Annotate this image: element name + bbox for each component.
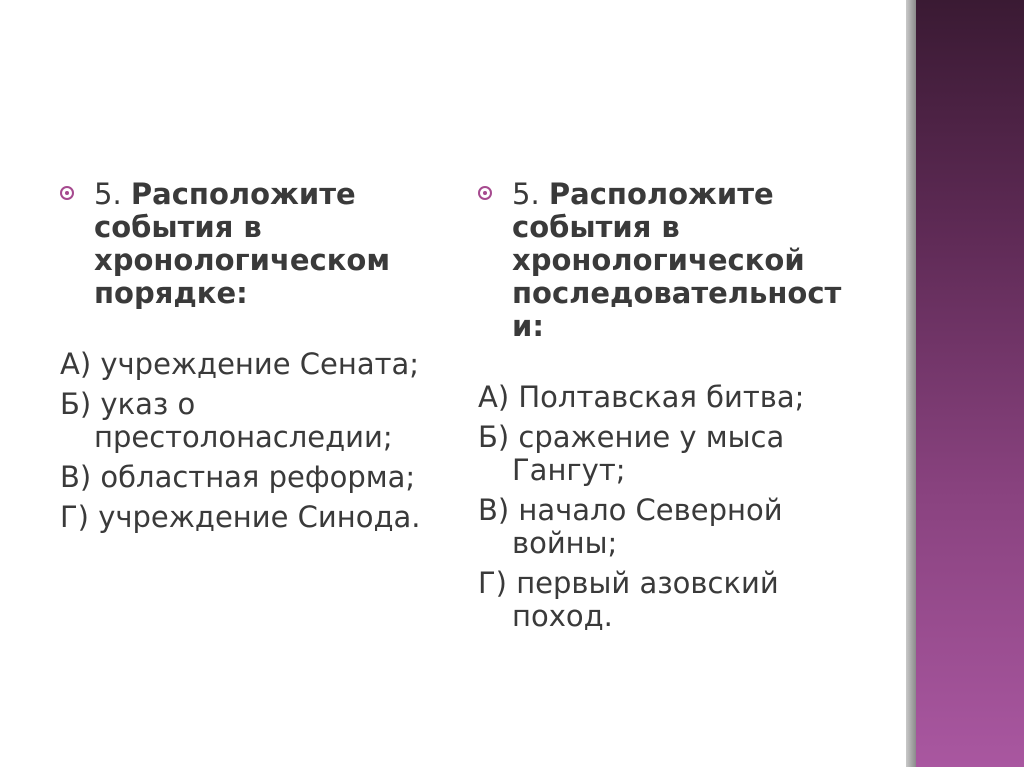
bullet-icon: [478, 186, 492, 200]
task-number: 5.: [94, 177, 131, 211]
list-item: В) областная реформа;: [60, 460, 416, 494]
left-answer-list: [60, 348, 440, 534]
list-item: Г) учреждение Синода.: [60, 500, 421, 534]
task-instruction: Расположите события в хронологическом порядке:: [94, 177, 391, 310]
task-number: 5.: [512, 177, 549, 211]
list-item: А) Полтавская битва;: [478, 380, 805, 414]
task-instruction: Расположите события в хронологической последовательност и:: [512, 177, 842, 343]
list-item: В) начало Северной войны;: [478, 493, 783, 560]
sidebar-bevel: [906, 0, 916, 767]
right-column: [478, 178, 858, 640]
left-column: [60, 178, 440, 541]
decorative-sidebar: [916, 0, 1024, 767]
list-item: Б) сражение у мыса Гангут;: [478, 420, 785, 487]
list-item: А) учреждение Сената;: [60, 347, 420, 381]
right-answer-list: [478, 381, 858, 633]
right-task-heading: [478, 178, 858, 343]
bullet-icon: [60, 186, 74, 200]
list-item: Б) указ о престолонаследии;: [60, 387, 393, 454]
left-task-heading: [60, 178, 440, 310]
list-item: Г) первый азовский поход.: [478, 566, 779, 633]
